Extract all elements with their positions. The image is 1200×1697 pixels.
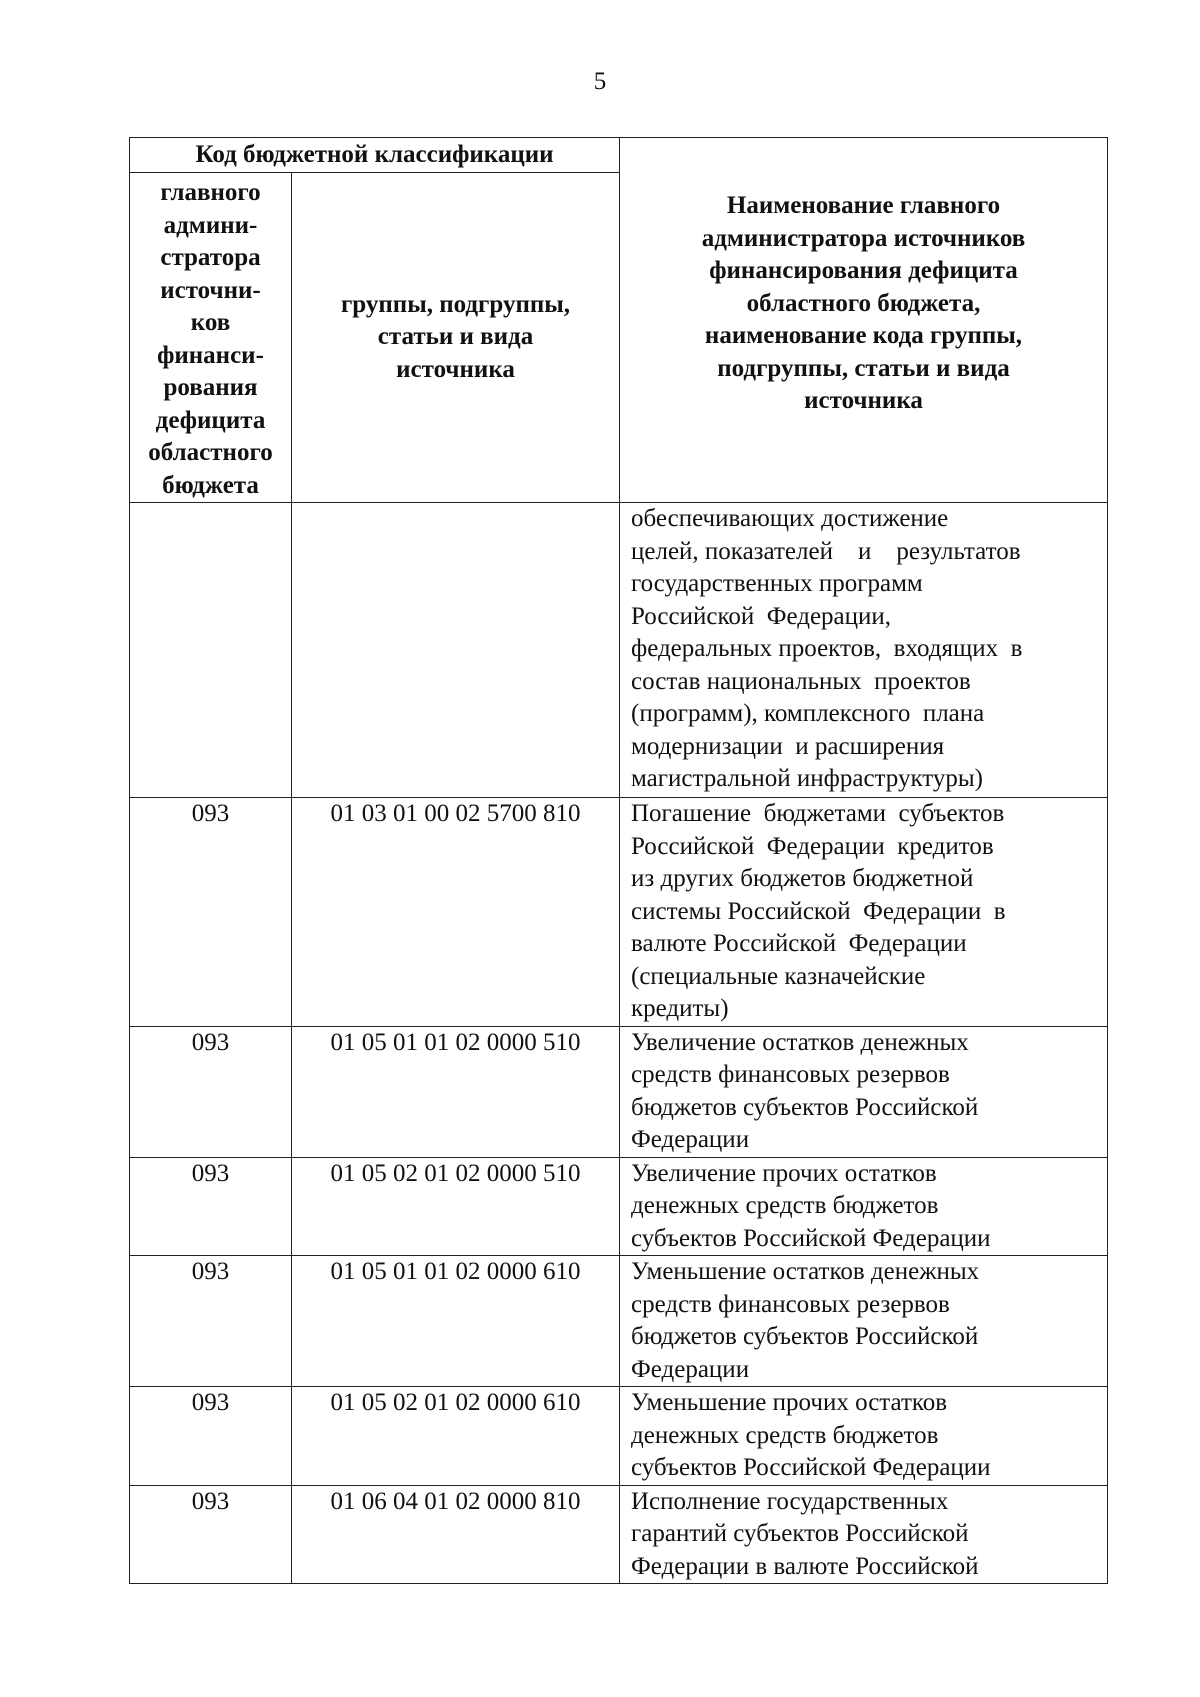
name-line: (программ), комплексного плана — [631, 700, 985, 727]
name-line: Исполнение государственных — [631, 1487, 949, 1515]
table-row — [130, 1387, 1108, 1486]
header-code-line: источника — [396, 355, 515, 383]
name-line: бюджетов субъектов Российской — [631, 1323, 979, 1350]
header-admin-line: бюджета — [162, 471, 259, 499]
cell-admin-code: 093 — [130, 1157, 292, 1256]
name-line: Федерации — [631, 1355, 750, 1383]
name-line: Российской Федерации кредитов — [631, 832, 994, 860]
cell-name — [620, 1157, 1108, 1256]
name-line: средств финансовых резервов — [631, 1061, 950, 1088]
header-admin-line: главного — [160, 179, 261, 206]
name-line: Уменьшение остатков денежных — [631, 1258, 980, 1285]
cell-source-code: 01 05 01 01 02 0000 610 — [292, 1256, 620, 1387]
name-line: из других бюджетов бюджетной — [631, 865, 974, 892]
table-row — [130, 1026, 1108, 1157]
name-line: субъектов Российской Федерации — [631, 1454, 991, 1481]
name-line: Российской Федерации, — [631, 602, 892, 630]
cell-name — [620, 503, 1108, 798]
cell-source-code: 01 05 02 01 02 0000 510 — [292, 1157, 620, 1256]
name-line: состав национальных проектов — [631, 667, 971, 695]
cell-admin-empty — [130, 503, 292, 798]
name-line: Увеличение остатков денежных — [631, 1028, 969, 1056]
name-line: бюджетов субъектов Российской — [631, 1093, 979, 1121]
name-line: денежных средств бюджетов — [631, 1421, 939, 1449]
name-line: Федерации в валюте Российской — [631, 1552, 979, 1580]
header-admin-line: дефицита — [155, 406, 266, 434]
name-line: магистральной инфраструктуры) — [631, 765, 983, 792]
header-admin-line: областного — [148, 439, 273, 466]
name-line: Уменьшение прочих остатков — [631, 1389, 948, 1416]
table-row — [130, 1485, 1108, 1584]
header-classification: Код бюджетной классификации — [130, 138, 620, 173]
cell-source-code: 01 03 01 00 02 5700 810 — [292, 798, 620, 1027]
cell-name — [620, 798, 1108, 1027]
name-line: (специальные казначейские — [631, 962, 926, 990]
cell-admin-code: 093 — [130, 1387, 292, 1486]
table-row — [130, 1256, 1108, 1387]
header-admin-line: финанси- — [157, 341, 264, 369]
table-row-continuation — [130, 503, 1108, 798]
header-admin-line: рования — [163, 374, 258, 401]
header-name-line: источника — [804, 387, 923, 415]
budget-classification-table — [129, 137, 1108, 1584]
cell-name — [620, 1387, 1108, 1486]
header-name-line: финансирования дефицита — [709, 257, 1018, 285]
name-line: федеральных проектов, входящих в — [631, 635, 1023, 662]
header-admin — [130, 173, 292, 503]
cell-admin-code: 093 — [130, 1026, 292, 1157]
name-line: целей, показателей и результатов — [631, 537, 1021, 565]
cell-name — [620, 1485, 1108, 1584]
header-name-line: подгруппы, статьи и вида — [717, 354, 1010, 382]
name-line: гарантий субъектов Российской — [631, 1520, 969, 1547]
name-line: кредиты) — [631, 995, 729, 1022]
header-code-line: статьи и вида — [377, 323, 534, 351]
table-row — [130, 798, 1108, 1027]
name-line: Увеличение прочих остатков — [631, 1159, 937, 1187]
header-admin-line: источни- — [160, 276, 261, 304]
cell-admin-code: 093 — [130, 1256, 292, 1387]
header-admin-line: стратора — [160, 244, 261, 271]
page-number: 5 — [593, 68, 607, 95]
cell-name — [620, 1256, 1108, 1387]
name-line: средств финансовых резервов — [631, 1290, 950, 1318]
name-line: Погашение бюджетами субъектов — [631, 800, 1005, 827]
cell-source-code: 01 05 02 01 02 0000 610 — [292, 1387, 620, 1486]
cell-admin-code: 093 — [130, 798, 292, 1027]
header-name — [620, 138, 1108, 503]
cell-source-code: 01 06 04 01 02 0000 810 — [292, 1485, 620, 1584]
header-admin-line: ков — [190, 309, 231, 336]
header-row-top — [130, 138, 1108, 173]
table-row — [130, 1157, 1108, 1256]
cell-code-empty — [292, 503, 620, 798]
name-line: субъектов Российской Федерации — [631, 1224, 991, 1252]
header-admin-line: админи- — [163, 211, 258, 239]
name-line: государственных программ — [631, 570, 923, 597]
header-name-line: наименование кода группы, — [704, 322, 1023, 350]
cell-source-code: 01 05 01 01 02 0000 510 — [292, 1026, 620, 1157]
name-line: валюте Российской Федерации — [631, 930, 967, 957]
cell-name — [620, 1026, 1108, 1157]
name-line: Федерации — [631, 1126, 750, 1153]
name-line: денежных средств бюджетов — [631, 1192, 939, 1219]
header-name-line: администратора источников — [701, 224, 1026, 252]
header-name-line: Наименование главного — [726, 192, 1001, 220]
header-code-line: группы, подгруппы, — [340, 290, 571, 318]
header-code — [292, 173, 620, 503]
name-line: обеспечивающих достижение — [631, 505, 949, 532]
name-line: системы Российской Федерации в — [631, 897, 1006, 925]
cell-admin-code: 093 — [130, 1485, 292, 1584]
name-line: модернизации и расширения — [631, 732, 945, 760]
header-name-line: областного бюджета, — [746, 289, 981, 317]
